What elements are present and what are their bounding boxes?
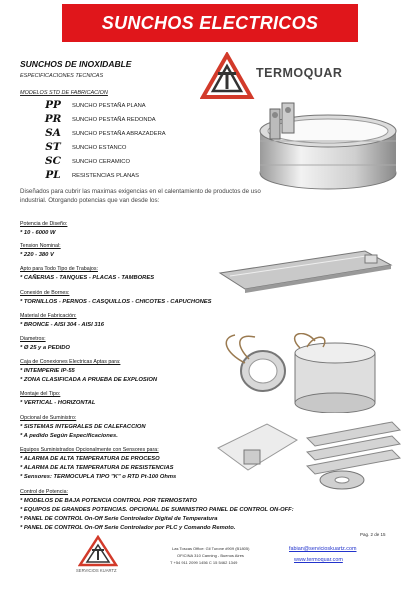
model-desc: SUNCHO PESTAÑA PLANA (72, 103, 146, 109)
kuartz-logo-icon (78, 535, 118, 567)
footer-address-1: Las Toscas Office: Gil Turone #909 (B1805) (172, 546, 250, 551)
page-subtitle: ESPECIFICACIONES TECNICAS (20, 73, 104, 79)
page-banner (62, 4, 358, 42)
spec-label: Caja de Conexiones Electricas Aptas para: (20, 359, 121, 365)
spec-value: * 10 - 6000 W (20, 230, 56, 236)
spec-label: Apto para Todo Tipo de Trabajos: (20, 266, 98, 272)
model-code: SC (45, 155, 61, 167)
spec-label: Opcional de Suministro: (20, 415, 77, 421)
footer-company: SERVICIOS KUARTZ (76, 568, 117, 573)
footer-phone: T +54 911 2099 1456 C 15 5462 1349 (170, 560, 238, 565)
spec-label: Equipos Suministrados Opcionalmente con Sensores para: (20, 447, 159, 453)
model-code: PR (44, 113, 62, 125)
page-number: Pag. 2 de 15 (360, 532, 386, 537)
spec-value: * SISTEMAS INTEGRALES DE CALEFACCION (20, 424, 146, 430)
spec-value: * PANEL DE CONTROL On-Off Serie Controlador Digital de Temperatura (20, 516, 218, 522)
plate-heater-image (215, 243, 395, 293)
spec-value: * EQUIPOS DE GRANDES POTENCIAS. OPCIONAL DE SUMINISTRO PANEL DE CONTROL ON-OFF: (20, 507, 294, 513)
model-desc: SUNCHO CERAMICO (72, 159, 130, 165)
spec-value: * Ø 25 y a PEDIDO (20, 345, 70, 351)
footer-web-link[interactable]: www.termoquar.com (294, 557, 343, 563)
spec-value: * INTEMPERIE IP-55 (20, 368, 75, 374)
page-title: SUNCHOS DE INOXIDABLE (20, 59, 132, 69)
model-code: PL (45, 169, 61, 181)
spec-value: * TORNILLOS - PERNOS - CASQUILLOS - CHICOTES - CAPUCHONES (20, 299, 212, 305)
band-heaters-leads-image (215, 333, 405, 413)
model-code: PP (45, 99, 61, 111)
spec-value: * CAÑERIAS - TANQUES - PLACAS - TAMBORES (20, 275, 155, 281)
models-title: MODELOS STD DE FABRICACION (20, 90, 108, 96)
spec-value: * VERTICAL - HORIZONTAL (20, 400, 96, 406)
model-desc: SUNCHO PESTAÑA ABRAZADERA (72, 131, 166, 137)
model-code: SA (45, 127, 61, 139)
footer-logo (78, 535, 118, 572)
model-desc: SUNCHO ESTANCO (72, 145, 127, 151)
spec-label: Tension Nominal: (20, 243, 61, 249)
spec-value: * 220 - 380 V (20, 252, 54, 258)
strip-heaters-image (212, 418, 408, 494)
footer-email-link[interactable]: fabian@servicioskuartz.com (289, 546, 357, 552)
spec-value: * MODELOS DE BAJA POTENCIA CONTROL POR TERMOSTATO (20, 498, 197, 504)
logo-text: TERMOQUAR (256, 66, 343, 80)
spec-value: * A pedido Según Especificaciones. (20, 433, 118, 439)
spec-value: * ZONA CLASIFICADA A PRUEBA DE EXPLOSION (20, 377, 158, 383)
band-heater-image (248, 95, 406, 195)
spec-label: Montaje del Tipo: (20, 391, 61, 397)
spec-label: Conexión de Bornes: (20, 290, 70, 296)
spec-value: * ALARMA DE ALTA TEMPERATURA DE RESISTENCIAS (20, 465, 174, 471)
spec-value: * ALARMA DE ALTA TEMPERATURA DE PROCESO (20, 456, 160, 462)
spec-label: Diametros: (20, 336, 46, 342)
spec-label: Material de Fabricación: (20, 313, 77, 319)
spec-value: * Sensores: TERMOCUPLA TIPO "K" o RTD Pt-100 Ohms (20, 474, 177, 480)
model-code: ST (45, 141, 61, 153)
spec-label: Control de Potencia: (20, 489, 68, 495)
model-desc: SUNCHO PESTAÑA REDONDA (72, 117, 156, 123)
model-desc: RESISTENCIAS PLANAS (72, 173, 140, 179)
spec-value: * PANEL DE CONTROL On-Off Serie Controlador por PLC y Comando Remoto. (20, 525, 236, 531)
spec-label: Potencia de Diseño: (20, 221, 68, 227)
banner-title: SUNCHOS ELECTRICOS (101, 12, 319, 33)
footer-address-2: OFICINA 310 Canning - Buenos Aires (177, 553, 244, 558)
intro-text: Diseñados para cubrir las maximas exigencias en el calentamiento de productos de uso industrial. Otorgando potencias que van desde los: (20, 188, 261, 204)
spec-value: * BRONCE - AISI 304 - AISI 316 (20, 322, 104, 328)
